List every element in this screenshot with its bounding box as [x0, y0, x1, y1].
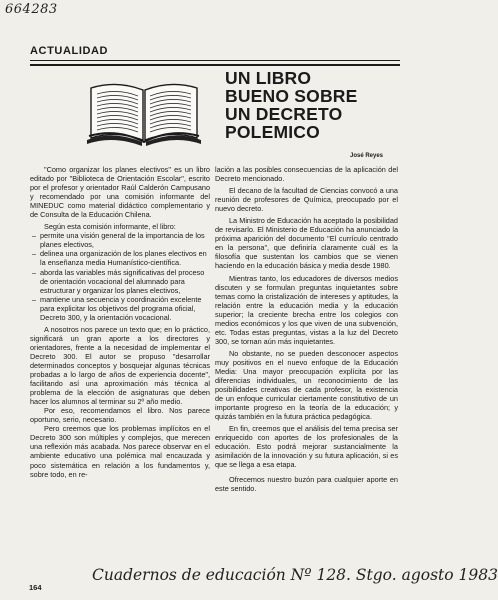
list-item: – delinea una organización de los planes electivos en la enseñanza media Humanístico-científica.: [30, 249, 210, 267]
body-paragraph: Por eso, recomendamos el libro. Nos parece oportuno, serio, necesario.: [30, 406, 210, 425]
section-label: ACTUALIDAD: [30, 45, 109, 57]
body-paragraph: El decano de la facultad de Ciencias convocó a una reunión de profesores de Química, preocupado por el nuevo decreto.: [215, 186, 398, 214]
body-paragraph: lación a las posibles consecuencias de la aplicación del Decreto mencionado.: [215, 165, 398, 184]
left-text-column: [30, 165, 210, 479]
list-lead-paragraph: Según esta comisión informante, el libro:: [44, 222, 176, 232]
title-line: BUENO SOBRE: [225, 86, 358, 106]
header-rule: [30, 60, 400, 61]
handwritten-reference-number: 664283: [5, 2, 58, 17]
list-item: – aborda las variables más significativas del proceso de orientación vocacional del alumnado para estructurar y organizar los planes electivos,: [30, 268, 210, 295]
title-line: POLEMICO: [225, 122, 320, 142]
handwritten-source-note: Cuadernos de educación Nº 128. Stgo. agosto 1983: [92, 566, 498, 584]
article-title: [225, 69, 405, 141]
body-paragraph: La Ministro de Educación ha aceptado la posibilidad de revisarlo. El Ministerio de Educación ha anunciado la próxima aparición del documento "El currículo centrado en la persona", que definiría claramente cuál es la filosofía que sustentan los cambios que se vienen haciendo en la educación básica y media desde 1980.: [215, 216, 398, 271]
list-item: – mantiene una secuencia y coordinación excelente para explicitar los objetivos del programa oficial, Decreto 300, y la orientación vocacional.: [30, 295, 210, 322]
author-byline: José Reyes: [350, 153, 384, 159]
open-book-illustration: [83, 80, 205, 152]
body-paragraph: Pero creemos que los problemas implícitos en el Decreto 300 son múltiples y complejos, que merecen una reflexión más acabada. Nos parece observar en el ambiente educativo una polémica mal encauzada y poco sistemática en relación a los fundamentos y, sobre todo, en re-: [30, 424, 210, 479]
intro-paragraph: "Como organizar los planes electivos" es un libro editado por "Biblioteca de Orientación Escolar", escrito por el profesor y orientador Raúl Calderón Campusano y recomendado por una comisión informante del MINEDUC como material didáctico complementario y de Consulta de la Educación Chilena.: [30, 165, 210, 220]
title-line: UN DECRETO: [225, 104, 343, 124]
opinion-list: [30, 231, 210, 321]
body-paragraph: A nosotros nos parece un texto que; en lo práctico, significará un gran aporte a los directores y orientadores, frente a la necesidad de implementar el Decreto 300. El autor se propuso "desarrollar determinados conceptos y bosquejar algunas técnicas probadas a lo largo de años de experiencia docente", facilitando así una aproximación más técnica al problema de la elección de asignaturas que deben hacer los alumnos al terminar su 2º año medio.: [30, 324, 210, 407]
body-paragraph: En fin, creemos que el análisis del tema precisa ser enriquecido con aportes de los profesionales de la educación. Esto podrá mejorar sustancialmente la asimilación de la innovación y su futura aplicación, si es que se llega a esa etapa.: [215, 424, 398, 470]
header-rule-thick: [30, 64, 400, 66]
body-paragraph: No obstante, no se pueden desconocer aspectos muy positivos en el nuevo enfoque de la Educación Media: Una mayor preocupación explícita por las diferencias individuales, un reconocimiento de las posibilidades creativas de cada profesor, la existencia de un enfoque curricular ciertamente constitutivo de un importante progreso en la teoría de la educación; y quizás también en la futura práctica pedagógica.: [215, 348, 398, 422]
list-item: – permite una visión general de la importancia de los planes electivos,: [30, 231, 210, 249]
body-paragraph: Ofrecemos nuestro buzón para cualquier aporte en este sentido.: [215, 474, 398, 493]
body-paragraph: Mientras tanto, los educadores de diversos medios discuten y se formulan preguntas inquietantes sobre temas como la cristalización de intereses y aptitudes, la relación entre la educación media y la educación superior; la creciente brecha entre los colegios con medios económicos y los que viven de una subvención, etc. Todas estas preguntas, vistas a la luz del Decreto 300, se tornan aún más inquietantes.: [215, 273, 398, 346]
title-line: UN LIBRO: [225, 68, 312, 88]
right-text-column: [215, 165, 398, 493]
page-number: 164: [29, 583, 42, 592]
